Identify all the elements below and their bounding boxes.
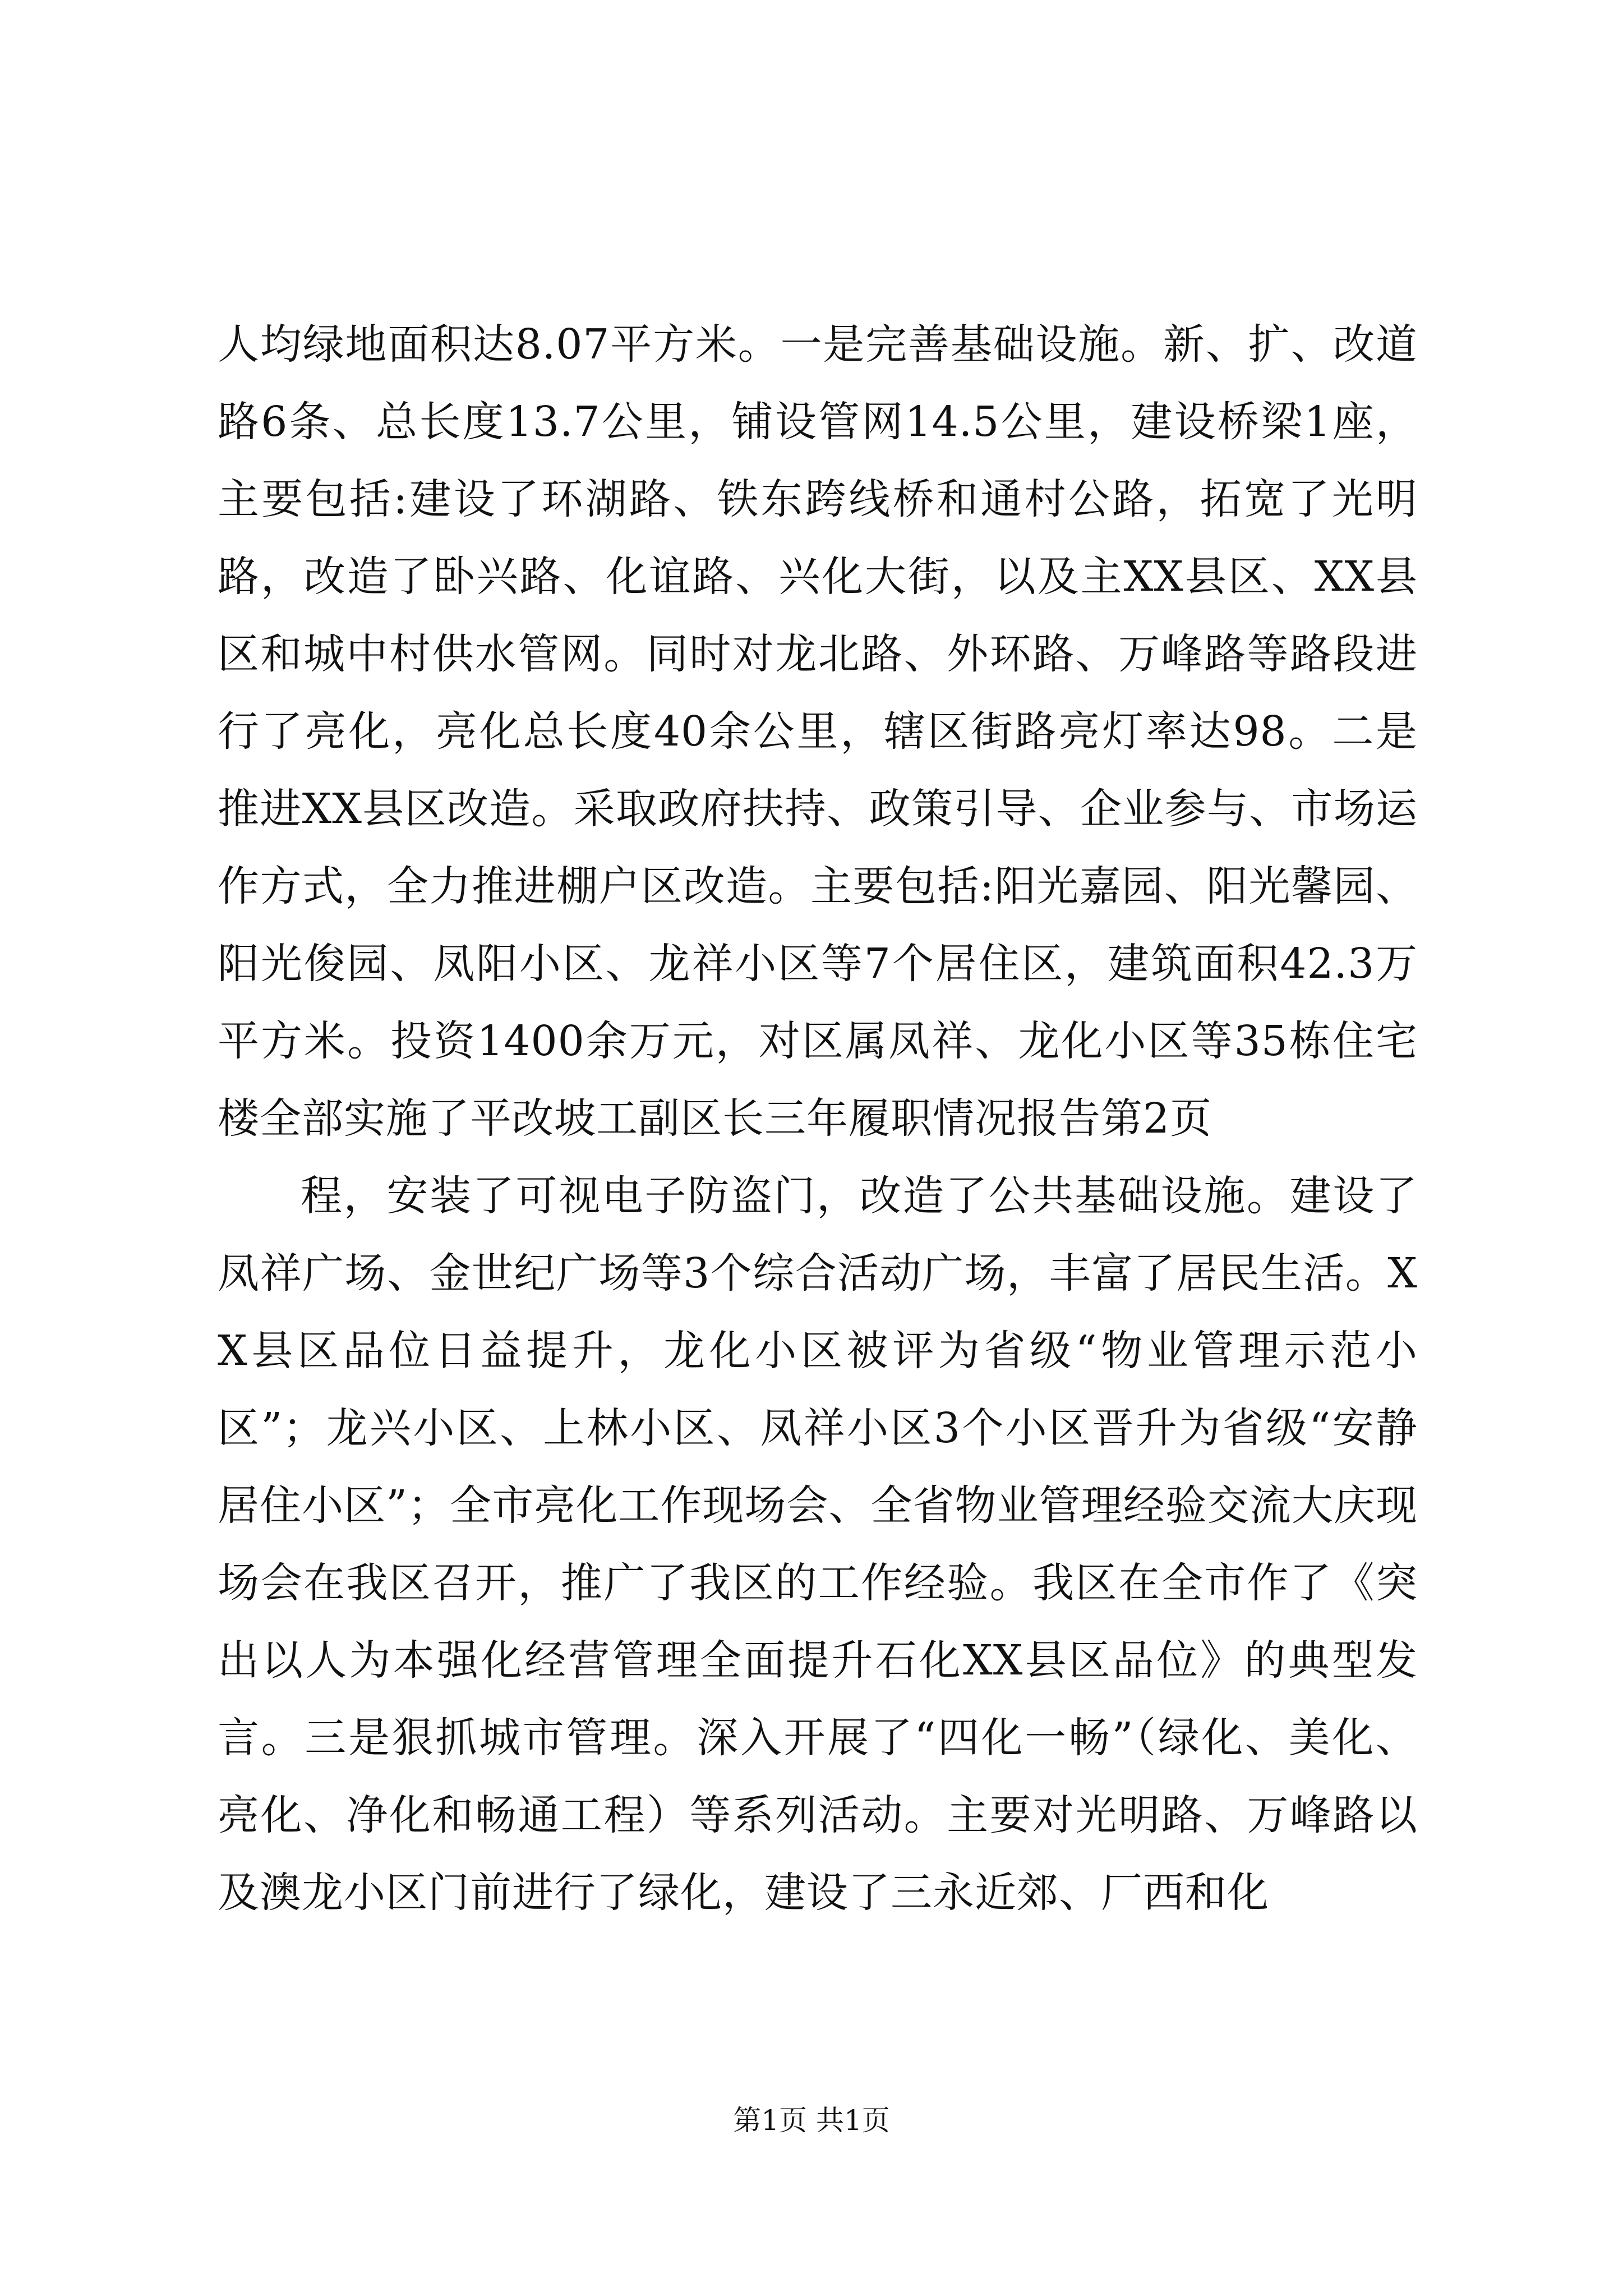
body-paragraph-2: 程，安装了可视电子防盗门，改造了公共基础设施。建设了凤祥广场、金世纪广场等3个综合活动广场，丰富了居民生活。XX县区品位日益提升，龙化小区被评为省级“物业管理示范小区”；龙兴小区、上林小区、凤祥小区3个小区晋升为省级“安静居住小区”；全市亮化工作现场会、全省物业管理经验交流大庆现场会在我区召开，推广了我区的工作经验。我区在全市作了《突出以人为本强化经营管理全面提升石化XX县区品位》的典型发言。三是狠抓城市管理。深入开展了“四化一畅”（绿化、美化、亮化、净化和畅通工程）等系列活动。主要对光明路、万峰路以及澳龙小区门前进行了绿化，建设了三永近郊、厂西和化 [218,1172,1418,1917]
body-paragraph-1: 人均绿地面积达8.07平方米。一是完善基础设施。新、扩、改道路6条、总长度13.7公里，铺设管网14.5公里，建设桥梁1座，主要包括:建设了环湖路、铁东跨线桥和通村公路，拓宽了光明路，改造了卧兴路、化谊路、兴化大街，以及主XX县区、XX县区和城中村供水管网。同时对龙北路、外环路、万峰路等路段进行了亮化，亮化总长度40余公里，辖区街路亮灯率达98。二是推进XX县区改造。采取政府扶持、政策引导、企业参与、市场运作方式，全力推进棚户区改造。主要包括:阳光嘉园、阳光馨园、阳光俊园、凤阳小区、龙祥小区等7个居住区，建筑面积42.3万平方米。投资1400余万元，对区属凤祥、龙化小区等35栋住宅楼全部实施了平改坡工副区长三年履职情况报告第2页 [218,320,1418,1143]
page-footer: 第1页 共1页 [733,2104,890,2137]
document-body [218,306,1418,1931]
